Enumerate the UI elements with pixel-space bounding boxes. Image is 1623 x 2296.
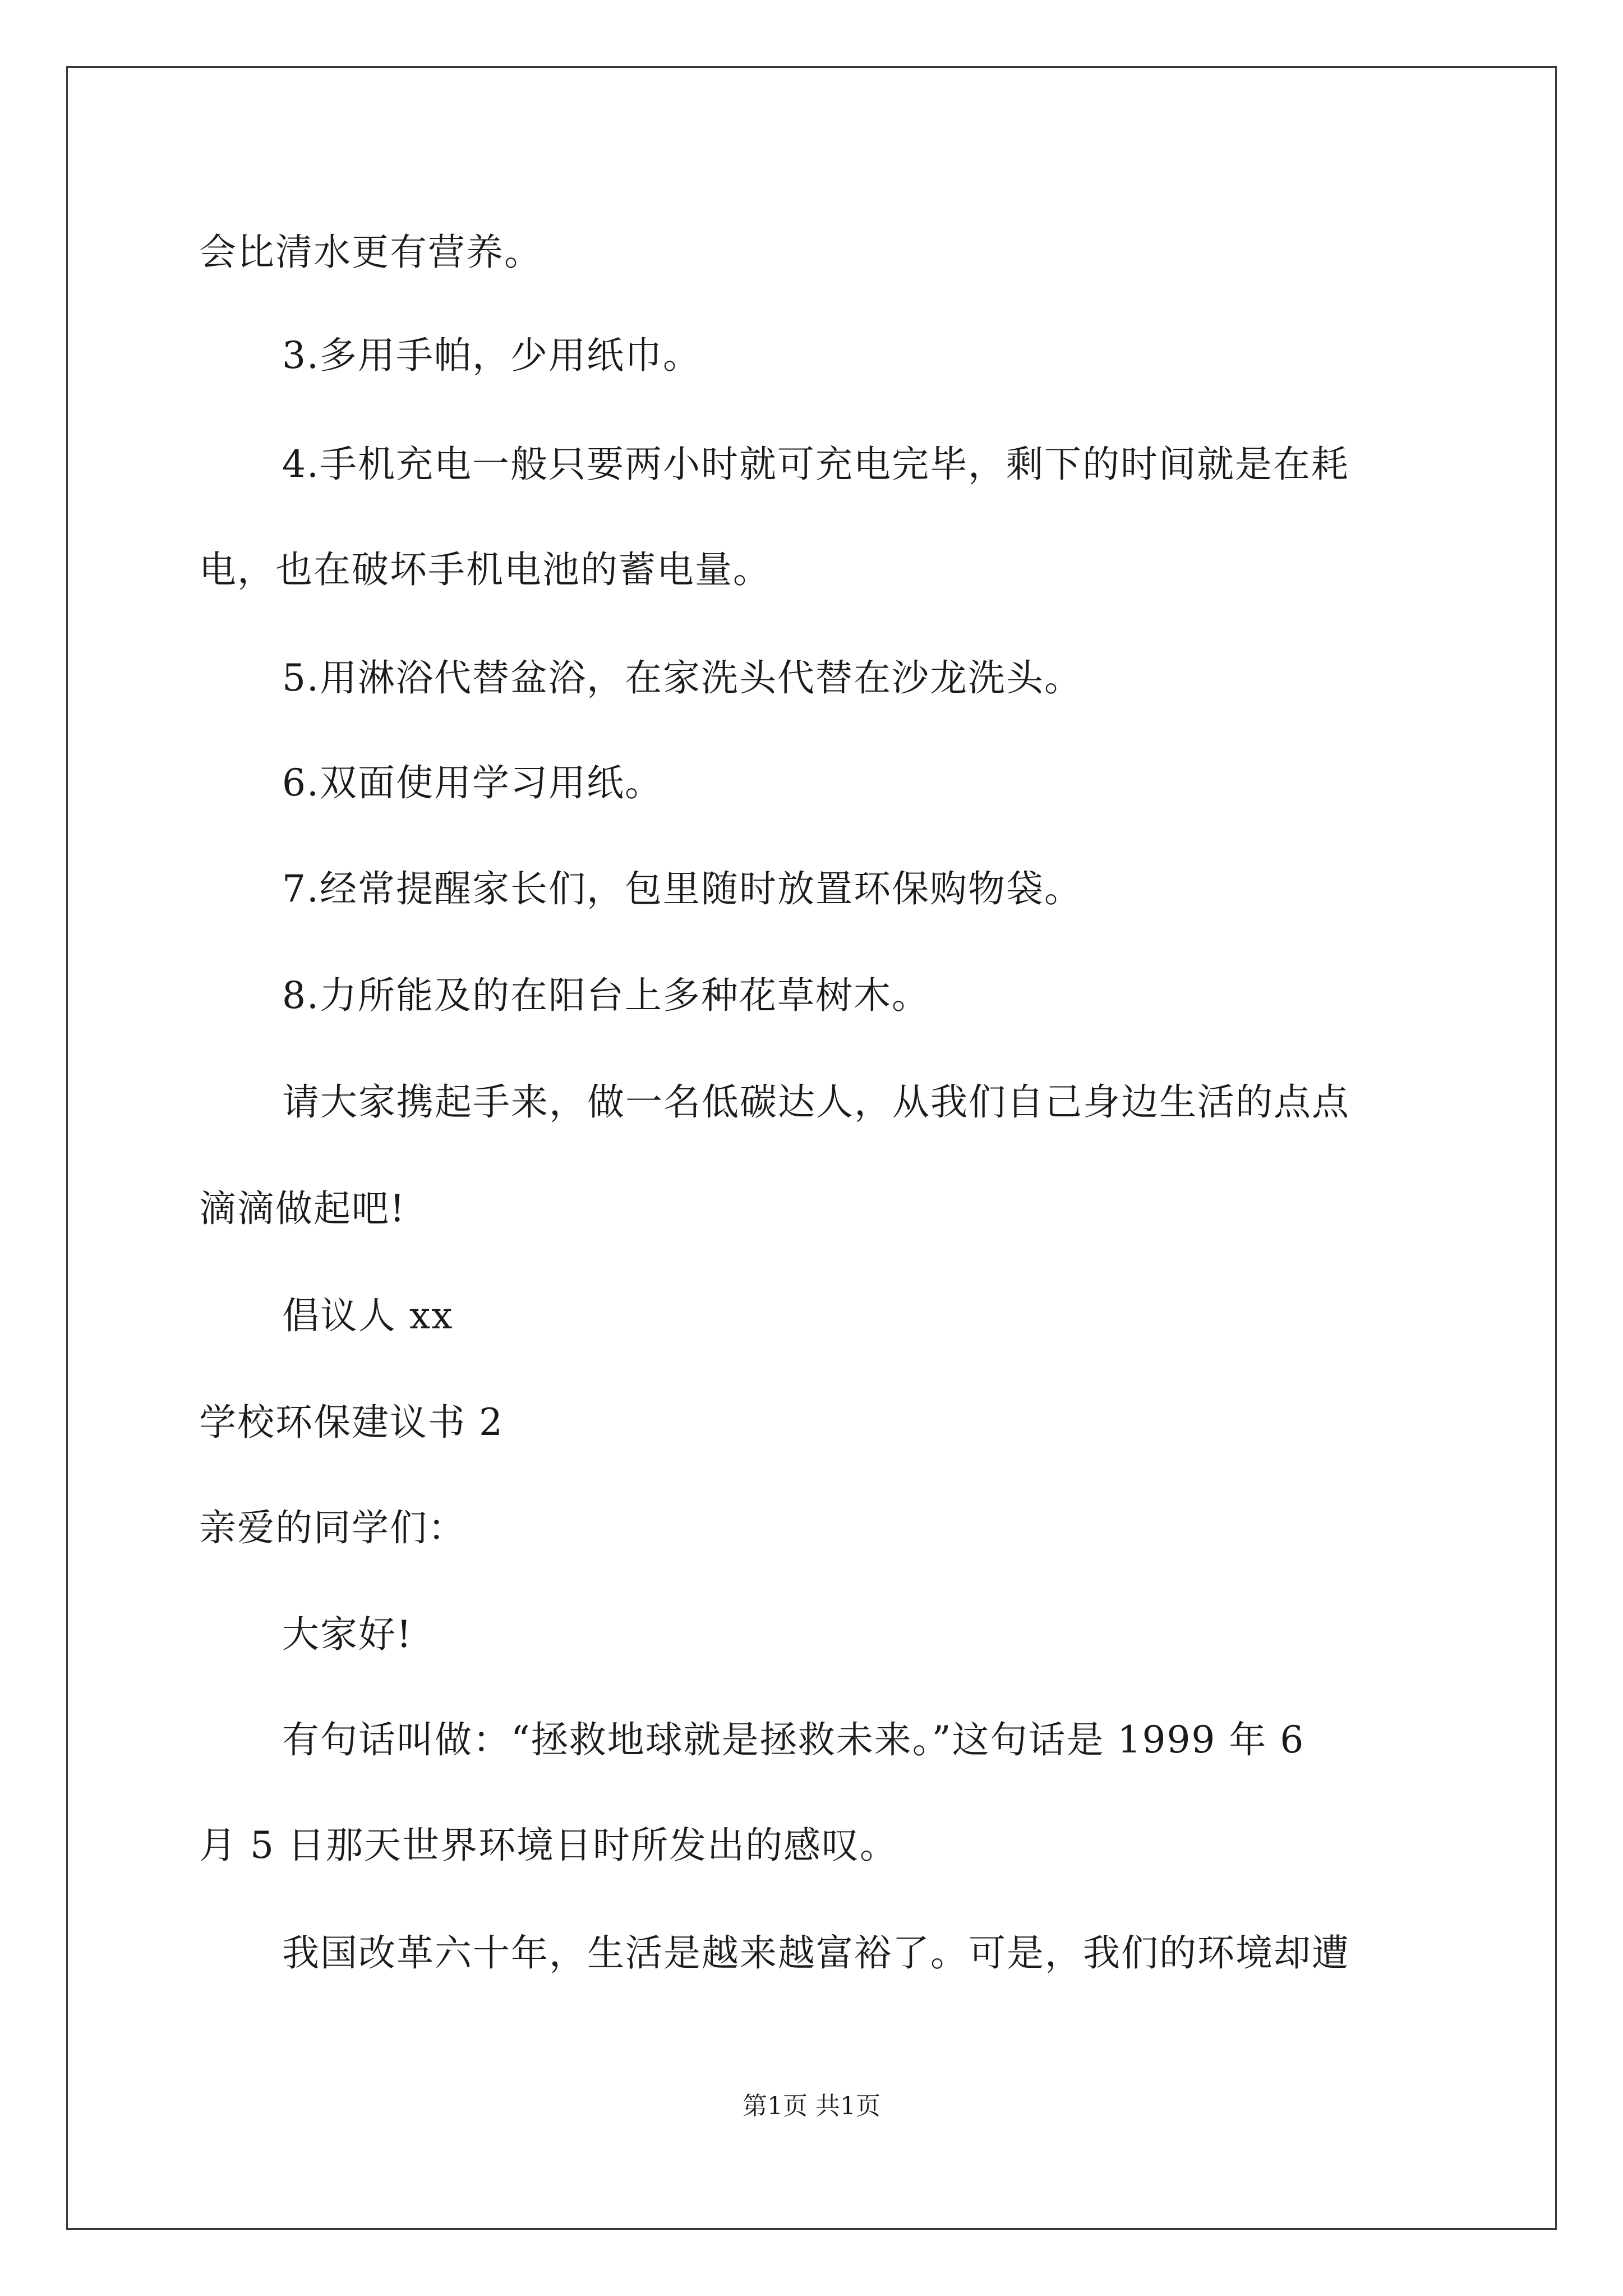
text-line-13: 亲爱的同学们： xyxy=(199,1506,466,1549)
text-line-17: 我国改革六十年，生活是越来越富裕了。可是，我们的环境却遭 xyxy=(282,1931,1350,1975)
text-line-9: 请大家携起手来，做一名低碳达人，从我们自己身边生活的点点 xyxy=(282,1080,1350,1124)
page-footer: 第1页 共1页 xyxy=(743,2092,880,2120)
text-line-10: 滴滴做起吧! xyxy=(199,1187,406,1230)
text-line-1: 会比清水更有营养。 xyxy=(199,231,542,274)
text-line-15: 有句话叫做：“拯救地球就是拯救未来。”这句话是 1999 年 6 xyxy=(282,1718,1305,1761)
page-border xyxy=(66,66,1557,2230)
text-line-14: 大家好! xyxy=(282,1613,413,1656)
text-line-16: 月 5 日那天世界环境日时所发出的感叹。 xyxy=(199,1824,898,1867)
text-line-11: 倡议人 xx xyxy=(282,1294,454,1337)
text-line-5: 5.用淋浴代替盆浴，在家洗头代替在沙龙洗头。 xyxy=(282,656,1082,700)
text-line-7: 7.经常提醒家长们，包里随时放置环保购物袋。 xyxy=(282,867,1082,910)
section-heading: 学校环保建议书 2 xyxy=(199,1401,504,1444)
text-line-2: 3.多用手帕，少用纸巾。 xyxy=(282,334,701,377)
text-line-6: 6.双面使用学习用纸。 xyxy=(282,761,663,804)
text-line-3: 4.手机充电一般只要两小时就可充电完毕，剩下的时间就是在耗 xyxy=(282,443,1349,486)
text-line-4: 电，也在破坏手机电池的蓄电量。 xyxy=(199,548,771,591)
text-line-8: 8.力所能及的在阳台上多种花草树木。 xyxy=(282,974,930,1017)
